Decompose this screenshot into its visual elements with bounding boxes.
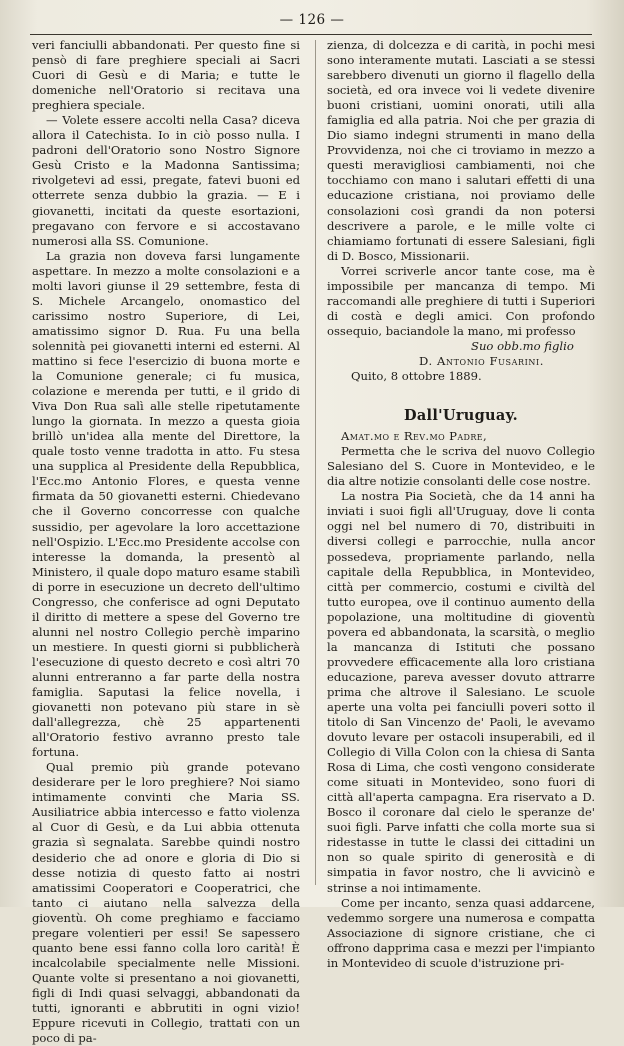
paragraph: La grazia non doveva farsi lungamente aspettare. In mezzo a molte consolazioni e a molti lavori giunse il 29 settembre, festa di S. Michele Arcangelo, onomastico del carissimo nostro Superiore, di Lei, amatissimo signor D. Rua. Fu una bella solennità pei giovanetti interni ed esterni. Al mattino si fece l'esercizio di buona morte e la Comunione generale; ci fu musica, colazione e merenda per tutti, e il grido di Viva Don Rua salì alle stelle ripetutamente lungo la giornata. In mezzo a questa gioia brillò un'idea alla mente del Direttore, la quale tosto venne tradotta in atto. Fu stesa una supplica al Presidente della Repubblica, l'Ecc.mo Antonio Flores, e questa venne firmata da 50 giovanetti esterni. Chiedevano che il Governo concorresse con qualche sussidio, per agevolare la loro accettazione nell'Ospizio. L'Ecc.mo Presidente accolse con interesse la domanda, la presentò al Ministero, il quale dopo maturo esame stabilì di porre in esecuzione un decreto dell'ultimo Congresso, che conferisce ad ogni Deputato il diritto di mettere a spese del Governo tre alunni nel nostro Collegio perchè imparino un mestiere. In questi giorni si pubblicherà l'esecuzione di questo decreto e così altri 70 alunni entreranno a far parte della nostra famiglia. Saputasi la felice novella, i giovanetti non potevano più stare in sè dall'allegrezza, chè 25 appartenenti all'Oratorio festivo avranno presto tale fortuna. xyxy=(32,248,300,760)
paragraph: Permetta che le scriva del nuovo Collegio Salesiano del S. Cuore in Montevideo, e le dia altre notizie consolanti delle cose nostre. xyxy=(327,444,595,489)
salutation: Amat.mo e Rev.mo Padre, xyxy=(341,429,488,444)
header-rule xyxy=(30,34,592,35)
paragraph: — Volete essere accolti nella Casa? diceva allora il Catechista. Io in ciò posso nulla. I padroni dell'Oratorio sono Nostro Signore Gesù Cristo e la Madonna Santissima; rivolgetevi ad essi, pregate, fatevi buoni ed otterrete senza dubbio la grazia. — E i giovanetti, incitati da queste esortazioni, pregavano con fervore e si accostavano numerosi alla SS. Comunione. xyxy=(32,113,300,248)
author-name: D. Antonio Fusarini. xyxy=(419,353,544,368)
paragraph: La nostra Pia Società, che da 14 anni ha inviati i suoi figli all'Uruguay, dove li conta oggi nel bel numero di 70, distribuiti in diversi collegi e parrocchie, nulla ancor possedeva, propriamente parlando, nella capitale della Repubblica, in Montevideo, città per commercio, costumi e civiltà del tutto europea, ove il continuo aumento della popolazione, una moltitudine di gioventù povera ed abbandonata, la scarsità, o meglio la mancanza di Istituti che possano provvedere efficacemente alla loro cristiana educazione, pareva avesser dovuto attrarre prima che altrove il Salesiano. Le scuole aperte una volta pei fanciulli poveri sotto il titolo di San Vincenzo de' Paoli, le avevamo dovuto levare per ostacoli insuperabili, ed il Collegio di Villa Colon con la chiesa di Santa Rosa di Lima, che costì vengono considerate come situati in Montevideo, sono fuori di città all'aperta campagna. Era riservato a D. Bosco il coronare dal cielo le speranze de' suoi figli. Parve infatti che colla morte sua si ridestasse in tutte le classi dei cittadini un non so quale spirito di generosità e di simpatia in favor nostro, che li avvicinò e strinse a noi intimamente. xyxy=(327,489,595,895)
signature-line: Suo obb.mo figlio xyxy=(471,338,574,353)
column-divider xyxy=(315,40,316,885)
section-title: Dall'Uruguay. xyxy=(403,407,519,425)
left-column xyxy=(32,38,300,1046)
paragraph: Vorrei scriverle ancor tante cose, ma è impossibile per mancanza di tempo. Mi raccomandi alle preghiere di tutti i Superiori di costà e degli amici. Con profondo ossequio, baciandole la mano, mi professo xyxy=(327,263,595,338)
paragraph: zienza, di dolcezza e di carità, in pochi mesi sono interamente mutati. Lasciati a se stessi sarebbero divenuti un giorno il flagello della società, ed ora invece voi li vedete divenire buoni cristiani, uomini onorati, utili alla famiglia ed alla patria. Noi che per grazia di Dio siamo indegni strumenti in mano della Provvidenza, noi che ci troviamo in mezzo a questi meravigliosi cambiamenti, noi che tocchiamo con mano i salutari effetti di una educazione cristiana, noi proviamo delle consolazioni così grandi da non potersi descrivere a parole, e le mille volte ci chiamiamo fortunati di essere Salesiani, figli di D. Bosco, Missionarii. xyxy=(327,38,595,263)
paragraph: Come per incanto, senza quasi addarcene, vedemmo sorgere una numerosa e compatta Associazione di signore cristiane, che ci offrono dapprima casa e mezzi per l'impianto in Montevideo di scuole d'istruzione pri- xyxy=(327,895,595,970)
paragraph: veri fanciulli abbandonati. Per questo fine si pensò di fare preghiere speciali ai Sacri Cuori di Gesù e di Maria; e tutte le domeniche nell'Oratorio si recitava una preghiera speciale. xyxy=(32,38,300,113)
paragraph: Qual premio più grande potevano desiderare per le loro preghiere? Noi siamo intimamente convinti che Maria SS. Ausiliatrice abbia intercesso e fatto violenza al Cuor di Gesù, e da Lui abbia ottenuta grazia sì segnalata. Sarebbe quindi nostro desiderio che ad onore e gloria di Dio si desse notizia di questo fatto ai nostri amatissimi Cooperatori e Cooperatrici, che tanto ci aiutano nella salvezza della gioventù. Oh come preghiamo e facciamo pregare volentieri per essi! Se sapessero quanto bene essi fanno colla loro carità! È incalcolabile specialmente nelle Missioni. Quante volte si presentano a noi giovanetti, figli di Indi quasi selvaggi, abbandonati da tutti, ignoranti e abbrutiti in ogni vizio! Eppure ricevuti in Collegio, trattati con un poco di pa- xyxy=(32,760,300,1046)
right-column xyxy=(327,38,595,971)
page-number: — 126 — xyxy=(279,12,345,28)
place-date: Quito, 8 ottobre 1889. xyxy=(351,369,482,384)
